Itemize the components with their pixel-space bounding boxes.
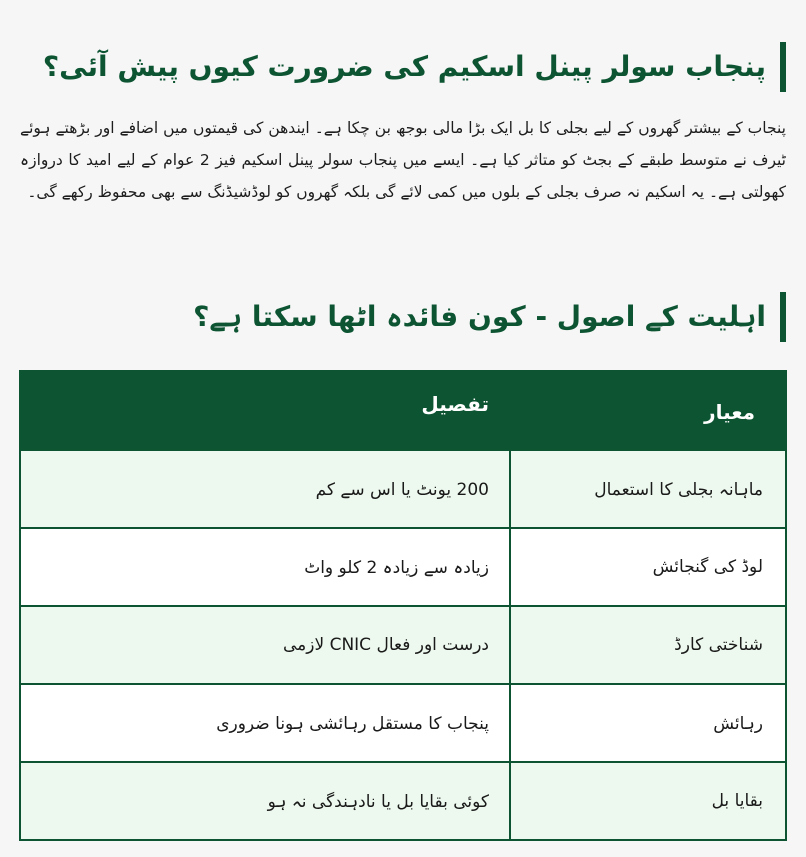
- table-cell-criterion: لوڈ کی گنجائش: [509, 529, 785, 605]
- section-heading-eligibility: [193, 292, 786, 342]
- header-detail: تفصیل: [421, 392, 489, 416]
- header-criterion: معیار: [704, 399, 755, 424]
- eligibility-table: [19, 370, 787, 841]
- table-cell-detail: کوئی بقایا بل یا نادہندگی نہ ہو: [267, 791, 489, 812]
- table-cell-criterion: شناختی کارڈ: [509, 607, 785, 683]
- section-heading-text: اہلیت کے اصول - کون فائدہ اٹھا سکتا ہے؟: [193, 300, 766, 334]
- section-heading-text: پنجاب سولر پینل اسکیم کی ضرورت کیوں پیش آئی؟: [42, 50, 766, 84]
- table-header-row: [21, 372, 785, 451]
- table-cell-detail: زیادہ سے زیادہ 2 کلو واٹ: [304, 557, 489, 578]
- table-row: [21, 605, 785, 683]
- table-row: [21, 451, 785, 527]
- table-row: [21, 761, 785, 839]
- table-cell-criterion: بقایا بل: [509, 763, 785, 839]
- table-cell-detail: درست اور فعال CNIC لازمی: [282, 635, 489, 655]
- intro-paragraph: پنجاب کے بیشتر گھروں کے لیے بجلی کا بل ایک بڑا مالی بوجھ بن چکا ہے۔ ایندھن کی قیمتوں میں اضافے اور بڑھتے ہوئے ٹیرف نے متوسط طبقے کے بجٹ کو متاثر کیا ہے۔ ایسے میں پنجاب سولر پینل اسکیم فیز 2 عوام کے لیے امید کا دروازہ کھولتی ہے۔ یہ اسکیم نہ صرف بجلی کے بلوں میں کمی لائے گی بلکہ گھروں کو لوڈشیڈنگ سے بھی محفوظ رکھے گی۔: [20, 119, 786, 201]
- table-row: [21, 527, 785, 605]
- section-heading-need: [43, 42, 786, 92]
- table-cell-criterion: رہائش: [509, 685, 785, 761]
- table-cell-detail: 200 یونٹ یا اس سے کم: [315, 479, 489, 500]
- table-cell-criterion: ماہانہ بجلی کا استعمال: [509, 451, 785, 527]
- table-cell-detail: پنجاب کا مستقل رہائشی ہونا ضروری: [216, 713, 489, 734]
- heading-accent-bar: [780, 292, 786, 342]
- heading-accent-bar: [780, 42, 786, 92]
- table-row: [21, 683, 785, 761]
